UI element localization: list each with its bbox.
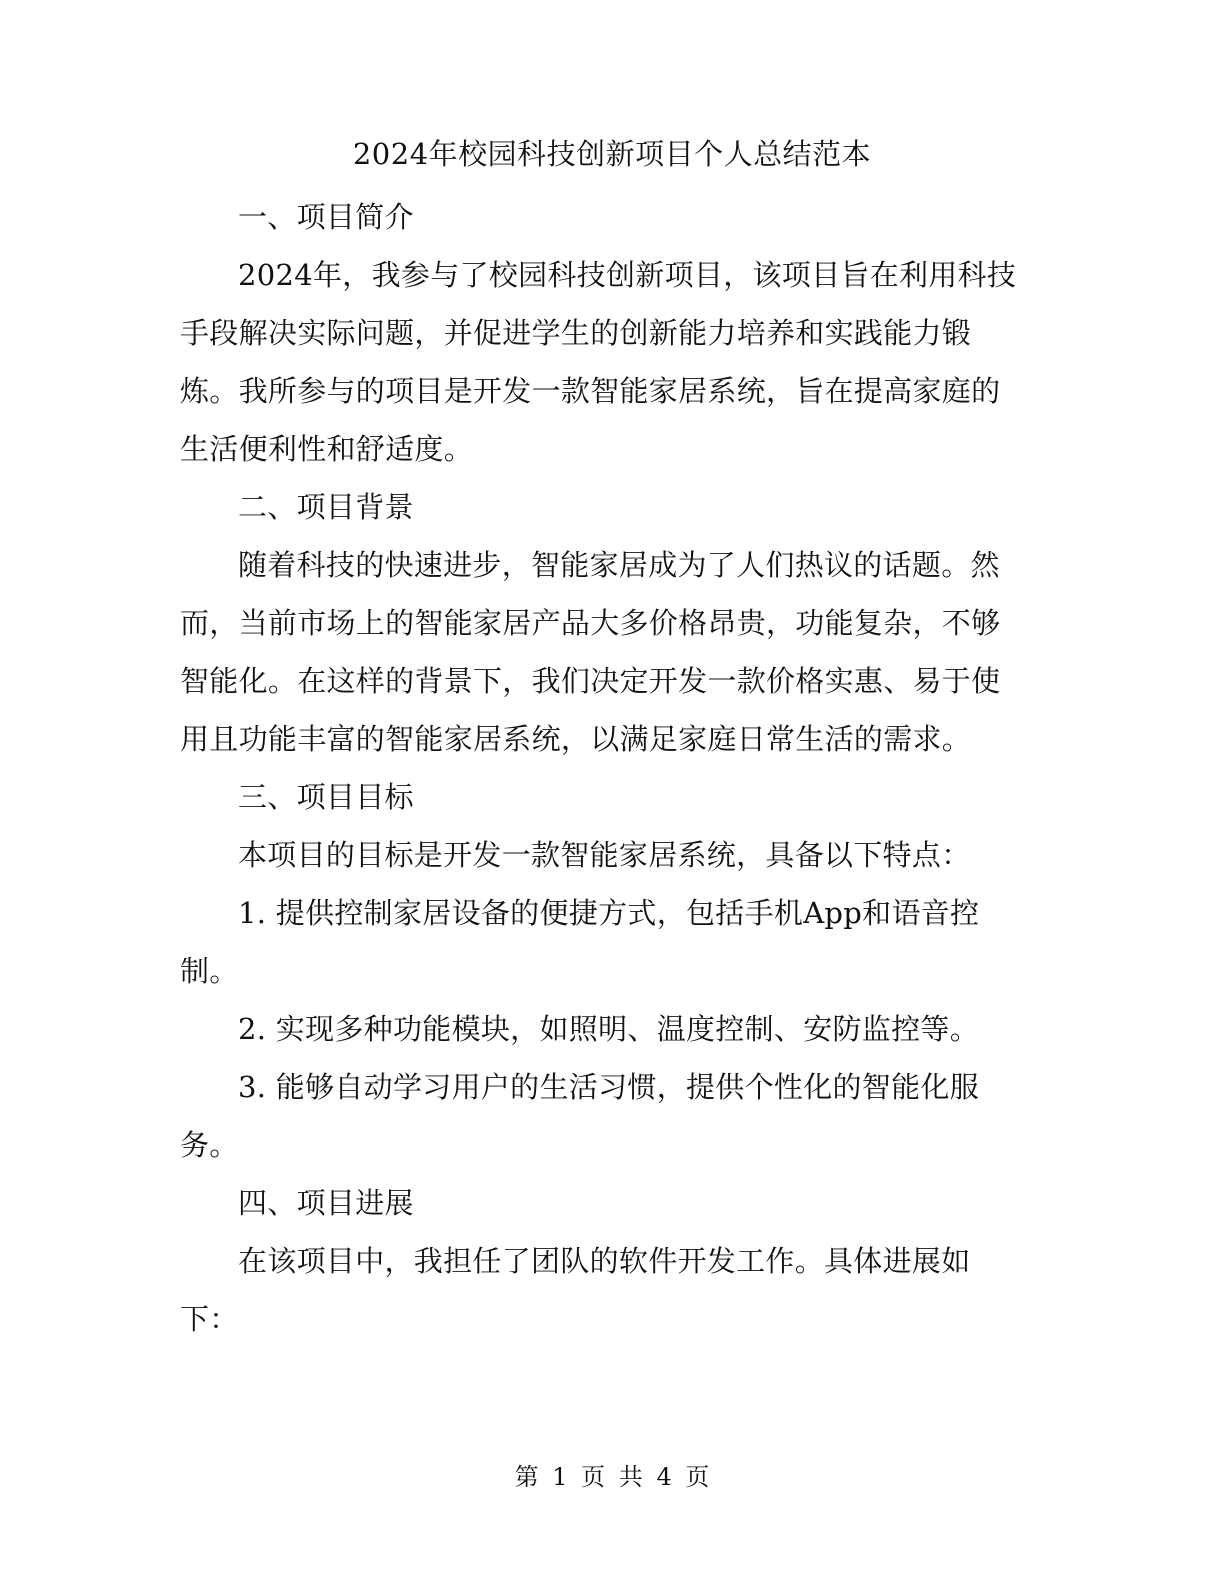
- list-item-continuation: 务。: [180, 1128, 239, 1162]
- page-footer: 第 1 页 共 4 页: [514, 1463, 710, 1491]
- list-item: 2. 实现多种功能模块，如照明、温度控制、安防监控等。: [238, 1012, 979, 1046]
- section-heading-intro: 一、项目简介: [238, 200, 414, 234]
- paragraph-line: 手段解决实际问题，并促进学生的创新能力培养和实践能力锻: [180, 316, 972, 350]
- paragraph-line: 下：: [180, 1302, 239, 1336]
- paragraph-line: 生活便利性和舒适度。: [180, 432, 474, 466]
- list-item: 3. 能够自动学习用户的生活习惯，提供个性化的智能化服: [238, 1070, 979, 1104]
- section-heading-progress: 四、项目进展: [238, 1186, 414, 1220]
- paragraph-line: 在该项目中，我担任了团队的软件开发工作。具体进展如: [238, 1244, 971, 1278]
- list-item: 1. 提供控制家居设备的便捷方式，包括手机App和语音控: [238, 896, 980, 930]
- list-item-continuation: 制。: [180, 954, 239, 988]
- section-heading-goals: 三、项目目标: [238, 780, 414, 814]
- paragraph-line: 而，当前市场上的智能家居产品大多价格昂贵，功能复杂，不够: [180, 606, 1001, 640]
- section-heading-background: 二、项目背景: [238, 490, 414, 524]
- paragraph-line: 2024年，我参与了校园科技创新项目，该项目旨在利用科技: [238, 258, 1017, 292]
- paragraph-line: 随着科技的快速进步，智能家居成为了人们热议的话题。然: [238, 548, 1000, 582]
- paragraph-line: 用且功能丰富的智能家居系统，以满足家庭日常生活的需求。: [180, 722, 972, 756]
- document-title: 2024年校园科技创新项目个人总结范本: [352, 137, 872, 171]
- paragraph-line: 智能化。在这样的背景下，我们决定开发一款价格实惠、易于使: [180, 664, 1001, 698]
- paragraph-line: 炼。我所参与的项目是开发一款智能家居系统，旨在提高家庭的: [180, 374, 1001, 408]
- paragraph-line: 本项目的目标是开发一款智能家居系统，具备以下特点：: [238, 838, 971, 872]
